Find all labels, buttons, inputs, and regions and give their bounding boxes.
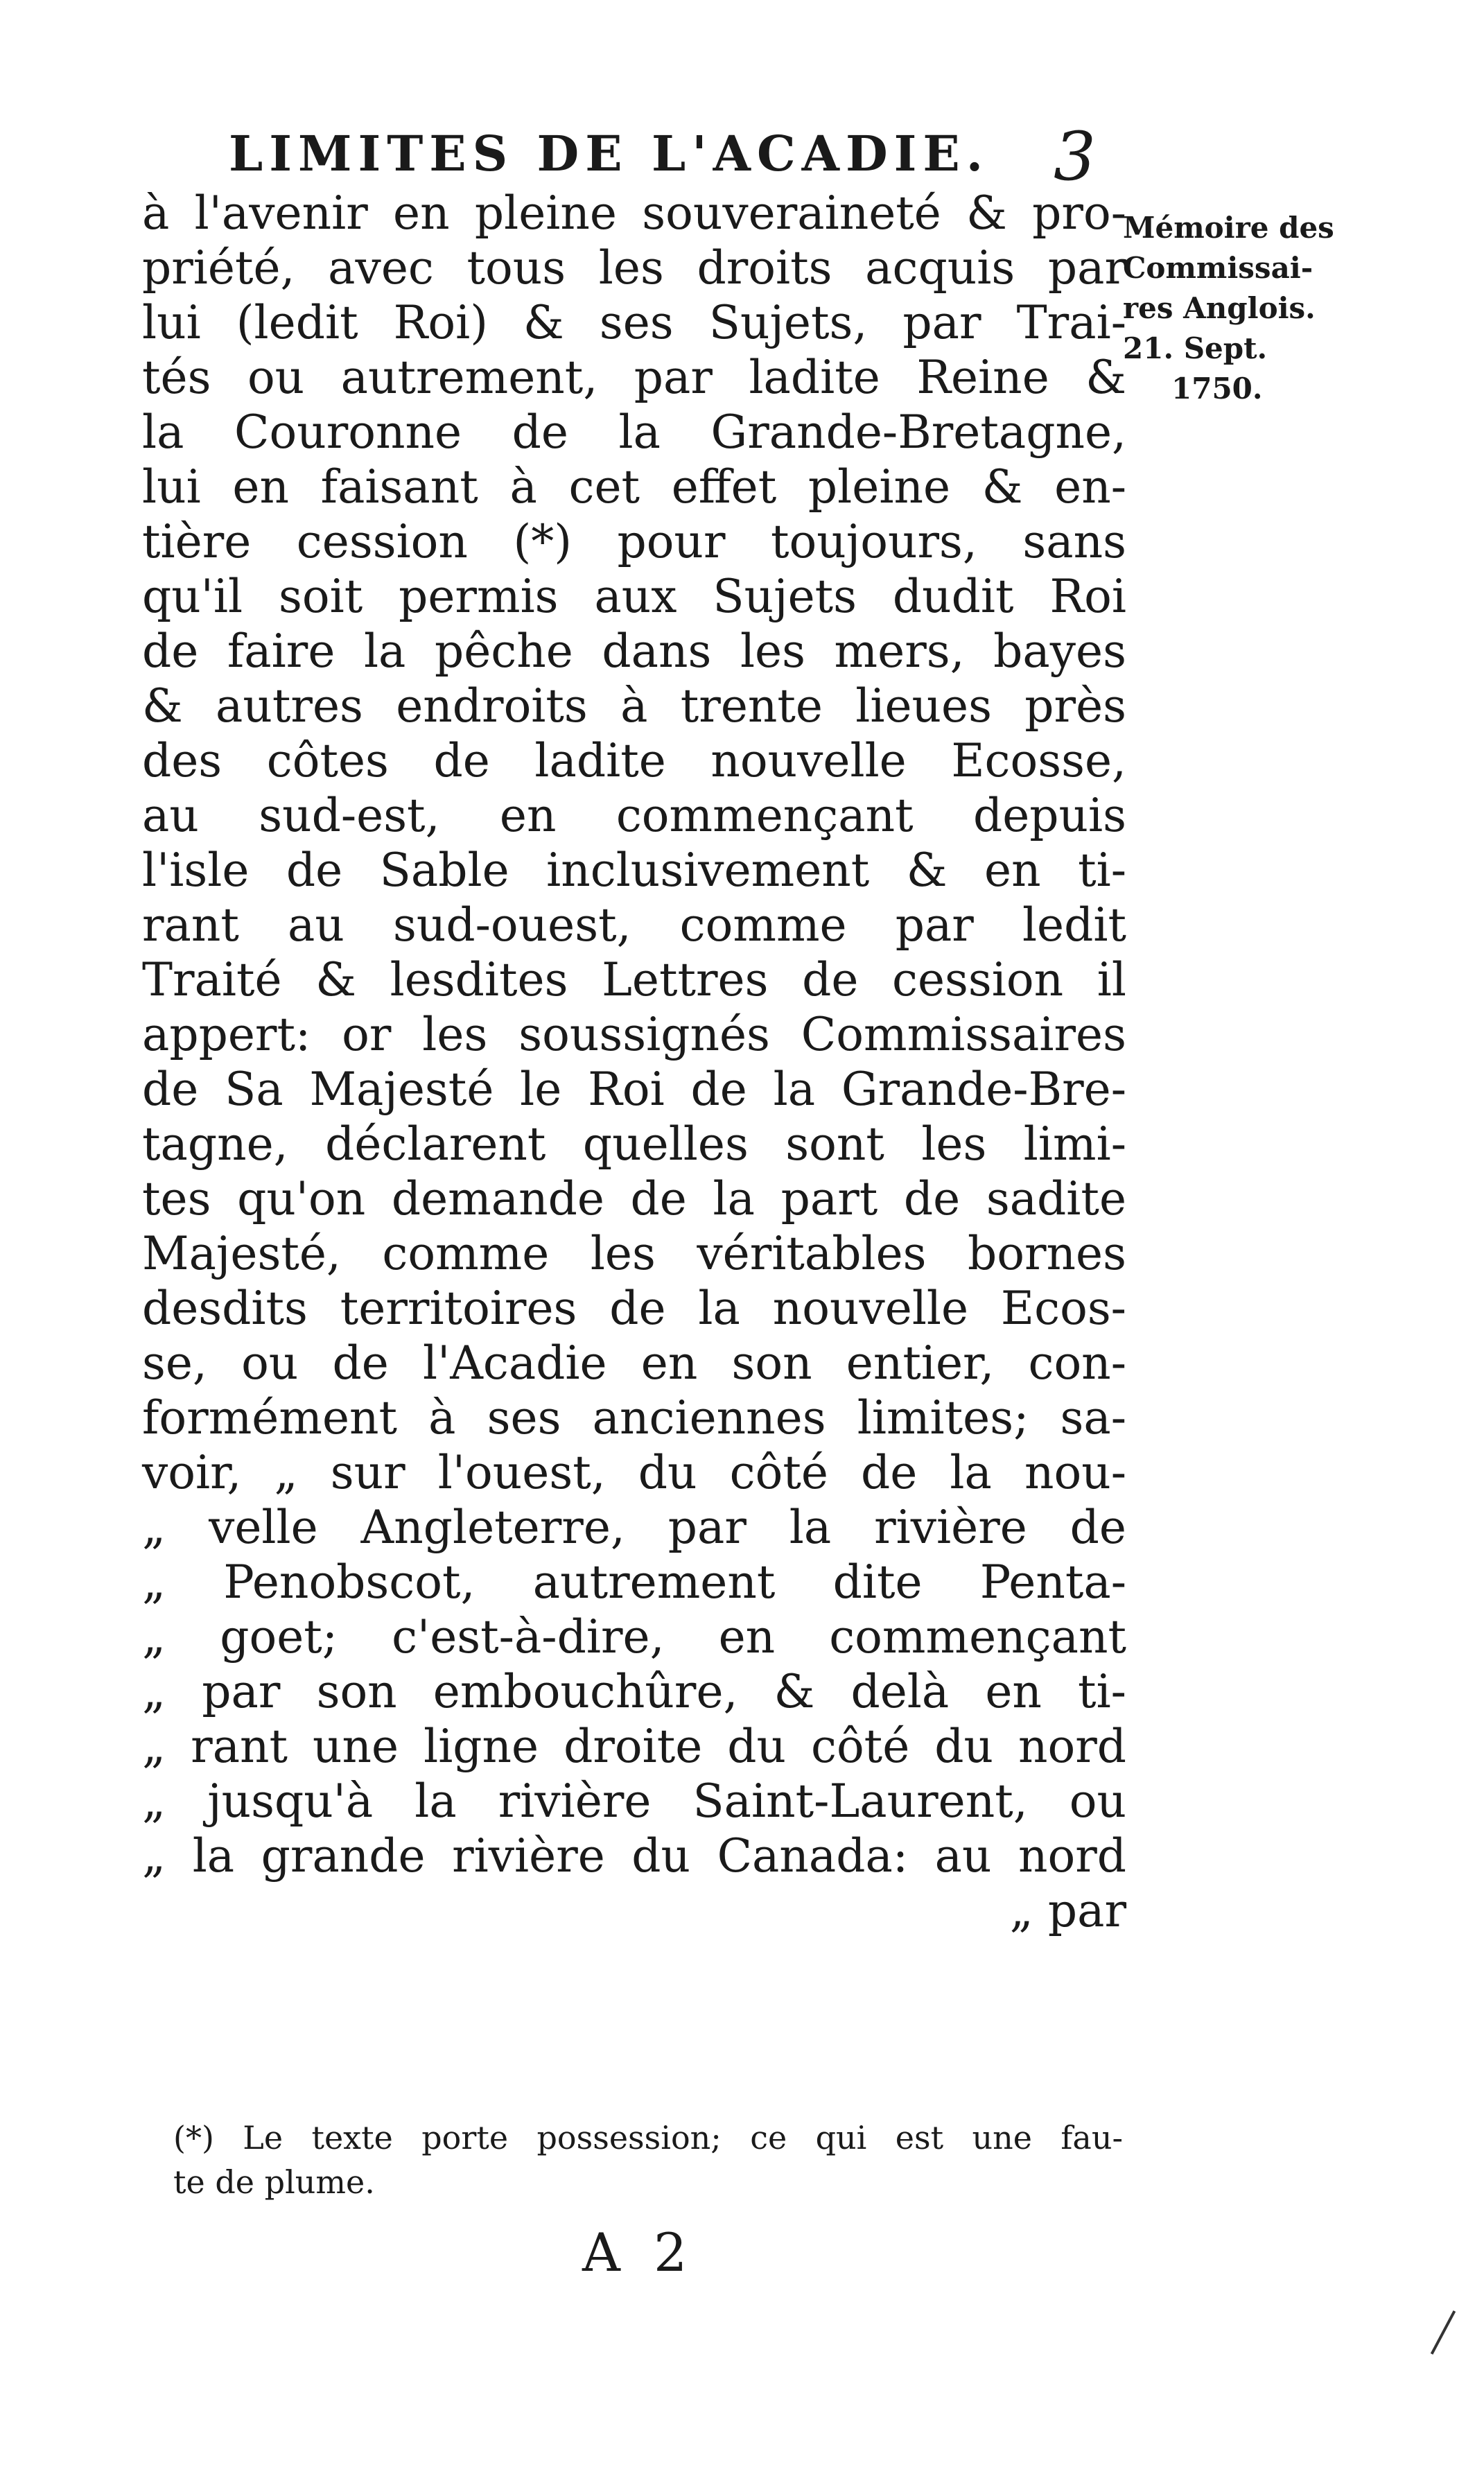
- margin-note-line: res Anglois.: [1123, 291, 1316, 325]
- margin-note-line: 21. Sept.: [1123, 331, 1268, 365]
- margin-note-line: Commissai-: [1123, 251, 1313, 285]
- footnote: [173, 2116, 1123, 2204]
- text-line: rant au sud-ouest, comme par ledit: [142, 898, 1126, 952]
- text-line: la Couronne de la Grande-Bretagne,: [142, 406, 1126, 459]
- text-line: „ par son embouchûre, & delà en ti-: [142, 1665, 1126, 1718]
- text-line: desdits territoires de la nouvelle Ecos-: [142, 1282, 1126, 1335]
- margin-note-line: Mémoire des: [1123, 211, 1334, 245]
- margin-note-line: 1750.: [1171, 372, 1263, 406]
- text-line: „ velle Angleterre, par la rivière de: [142, 1501, 1126, 1554]
- text-line: l'isle de Sable inclusivement & en ti-: [142, 844, 1126, 897]
- text-line: Majesté, comme les véritables bornes: [142, 1227, 1126, 1280]
- signature-mark: A 2: [582, 2222, 696, 2283]
- text-line: qu'il soit permis aux Sujets dudit Roi: [142, 570, 1126, 623]
- text-line: des côtes de ladite nouvelle Ecosse,: [142, 734, 1126, 787]
- body-text: [142, 186, 1126, 1938]
- text-line: lui en faisant à cet effet pleine & en-: [142, 460, 1126, 514]
- text-line: lui (ledit Roi) & ses Sujets, par Trai-: [142, 296, 1126, 349]
- text-line: „ jusqu'à la rivière Saint-Laurent, ou: [142, 1775, 1126, 1828]
- text-line: appert: or les soussignés Commissaires: [142, 1008, 1126, 1061]
- text-line: „ goet; c'est-à-dire, en commençant: [142, 1610, 1126, 1664]
- text-line: formément à ses anciennes limites; sa-: [142, 1391, 1126, 1445]
- text-line: tes qu'on demande de la part de sadite: [142, 1172, 1126, 1226]
- text-line: „ rant une ligne droite du côté du nord: [142, 1720, 1126, 1773]
- text-line: tière cession (*) pour toujours, sans: [142, 515, 1126, 568]
- text-line: voir, „ sur l'ouest, du côté de la nou-: [142, 1446, 1126, 1499]
- text-line: au sud-est, en commençant depuis: [142, 789, 1126, 842]
- text-line: de Sa Majesté le Roi de la Grande-Bre-: [142, 1063, 1126, 1116]
- page-number: 3: [1054, 118, 1097, 195]
- text-line: de faire la pêche dans les mers, bayes: [142, 625, 1126, 678]
- text-line: priété, avec tous les droits acquis par: [142, 241, 1126, 295]
- running-head: LIMITES DE L'ACADIE.: [229, 125, 990, 182]
- text-line: à l'avenir en pleine souveraineté & pro-: [142, 186, 1126, 240]
- text-line: se, ou de l'Acadie en son entier, con-: [142, 1336, 1126, 1390]
- margin-note: [1123, 208, 1352, 409]
- text-line: & autres endroits à trente lieues près: [142, 679, 1126, 733]
- text-line: tés ou autrement, par ladite Reine &: [142, 351, 1126, 404]
- stray-mark: [1431, 2310, 1456, 2355]
- text-line: Traité & lesdites Lettres de cession il: [142, 953, 1126, 1006]
- text-line: „ la grande rivière du Canada: au nord: [142, 1829, 1126, 1883]
- text-line: „ Penobscot, autrement dite Penta-: [142, 1555, 1126, 1609]
- footnote-line: te de plume.: [173, 2163, 375, 2201]
- footnote-line: (*) Le texte porte possession; ce qui est une fau-: [173, 2119, 1123, 2156]
- catchword-line: „ par: [1009, 1884, 1126, 1937]
- text-line: tagne, déclarent quelles sont les limi-: [142, 1117, 1126, 1171]
